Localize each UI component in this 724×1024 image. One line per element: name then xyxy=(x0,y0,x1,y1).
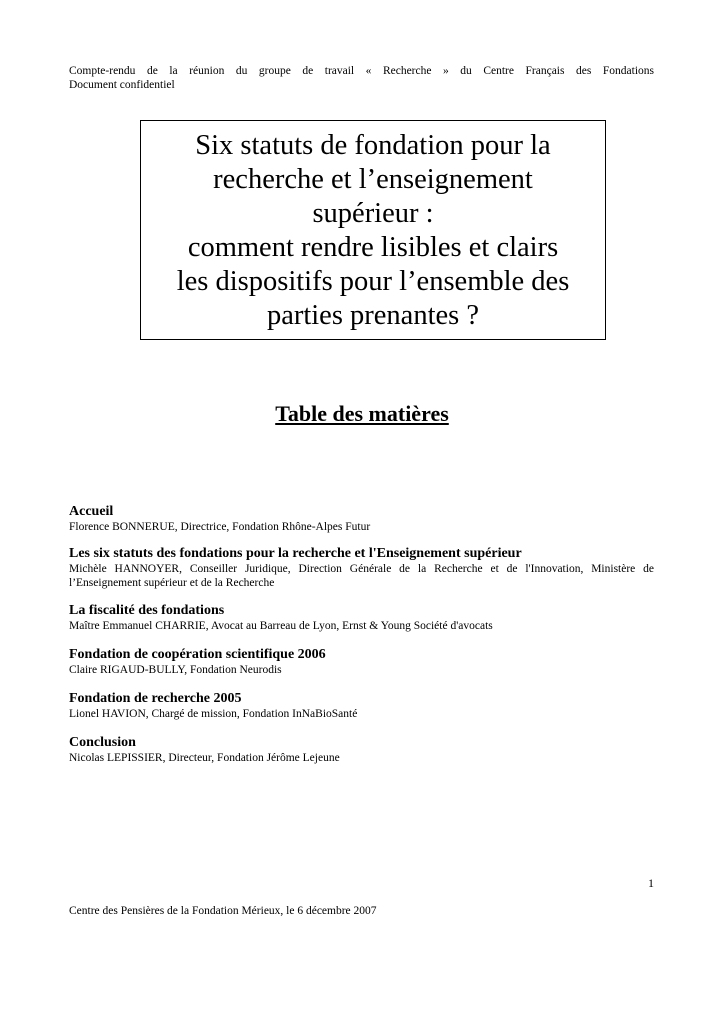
toc-entry-statuts xyxy=(69,546,654,590)
toc-heading: Table des matières xyxy=(275,401,449,426)
toc-entry-title: Fondation de coopération scientifique 2006 xyxy=(69,647,326,662)
toc-entry-fiscalite xyxy=(69,603,654,633)
toc-entry-speaker: Maître Emmanuel CHARRIE, Avocat au Barreau de Lyon, Ernst & Young Société d'avocats xyxy=(69,620,493,632)
toc-entry-title: Les six statuts des fondations pour la recherche et l'Enseignement supérieur xyxy=(69,546,522,561)
toc-entry-title: Conclusion xyxy=(69,735,136,750)
title-line-3: supérieur : xyxy=(312,198,434,229)
toc-entry-recherche xyxy=(69,691,654,721)
header-line-2: Document confidentiel xyxy=(69,79,175,91)
title-line-4: comment rendre lisibles et clairs xyxy=(187,232,559,263)
title-line-1: Six statuts de fondation pour la xyxy=(195,130,551,161)
toc-entry-cooperation xyxy=(69,647,654,677)
toc-entry-conclusion xyxy=(69,735,654,765)
page-header xyxy=(69,64,654,92)
toc-entry-title: Accueil xyxy=(69,504,114,519)
title-line-6: parties prenantes ? xyxy=(266,300,480,331)
toc-entry-speaker: Claire RIGAUD-BULLY, Fondation Neurodis xyxy=(69,664,282,676)
toc-entry-speaker: Nicolas LEPISSIER, Directeur, Fondation Jérôme Lejeune xyxy=(69,752,340,764)
toc-list xyxy=(69,504,654,765)
document-title-box xyxy=(140,120,606,340)
title-line-2: recherche et l’enseignement xyxy=(213,164,533,195)
toc-entry-speaker: Lionel HAVION, Chargé de mission, Fondation InNaBioSanté xyxy=(69,708,358,720)
toc-entry-title: La fiscalité des fondations xyxy=(69,603,225,618)
toc-entry-accueil xyxy=(69,504,654,534)
page-footer: Centre des Pensières de la Fondation Mérieux, le 6 décembre 2007 xyxy=(69,905,377,917)
toc-entry-speaker: Florence BONNERUE, Directrice, Fondation Rhône-Alpes Futur xyxy=(69,521,371,533)
toc-entry-speaker: Michèle HANNOYER, Conseiller Juridique, Direction Générale de la Recherche et de l'Innovation, Ministère de l’Enseignement supérieur et de la Recherche xyxy=(69,563,654,589)
page-number: 1 xyxy=(648,876,654,890)
header-line-1: Compte-rendu de la réunion du groupe de travail « Recherche » du Centre Français des Fondations xyxy=(69,65,654,77)
title-line-5: les dispositifs pour l’ensemble des xyxy=(176,266,570,297)
toc-entry-title: Fondation de recherche 2005 xyxy=(69,691,242,706)
